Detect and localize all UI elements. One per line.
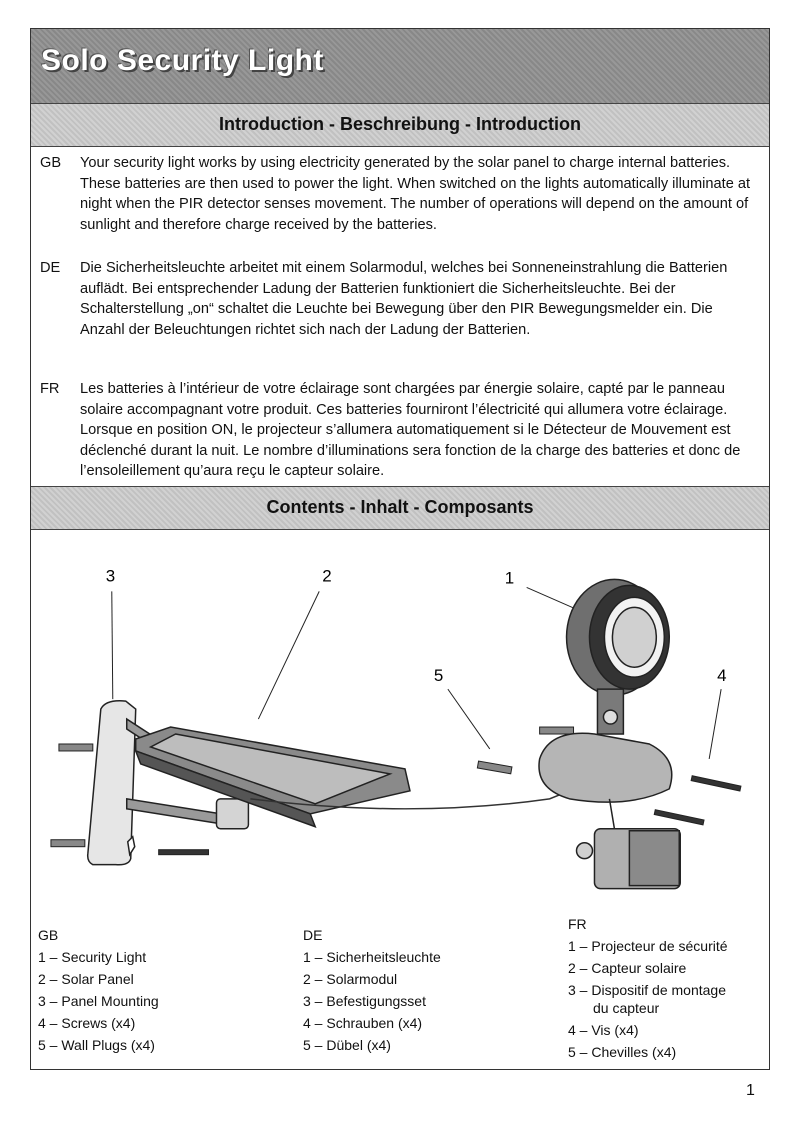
list-item: 4 – Schrauben (x4) [303, 1015, 423, 1031]
parts-list-heading: GB [38, 927, 59, 943]
callout-1: 1 [504, 568, 515, 588]
list-item: du capteur [593, 1000, 660, 1016]
product-diagram [31, 559, 769, 919]
paragraph-text: Die Sicherheitsleuchte arbeitet mit einem Solarmodul, welches bei Sonneneinstrahlung die Batterien auflädt. Bei entsprechender Ladung der Batterien funktioniert die Sicherheitsleuchte. Bei der Schalterstellung „on“ schaltet die Leuchte bei Bewegung über den PIR Bewegungsmelder ein. Die Anzahl der Beleuchtungen richtet sich nach der Ladung der Batterien. [80, 260, 728, 338]
lang-label: GB [40, 155, 62, 171]
list-item: 1 – Projecteur de sécurité [568, 938, 728, 954]
callout-2: 2 [322, 566, 332, 586]
paragraph-text: Les batteries à l’intérieur de votre éclairage sont chargées par énergie solaire, capté par le panneau solaire accompagnant votre produit. Ces batteries fourniront l’électricité qui allumera votre éclairage. Lorsque en position ON, le projecteur s’allumera automatiquement si le Détecteur de Mouvement est déclenché durant la nuit. Le nombre d’illuminations sera fonction de la charge des batteries et donc de l’ensoleillement qu’aura reçu le capteur solaire. [80, 381, 741, 479]
intro-heading: Introduction - Beschreibung - Introduction [31, 103, 769, 147]
lang-label: DE [40, 260, 61, 276]
list-item: 3 – Befestigungsset [303, 993, 426, 1009]
list-item: 5 – Chevilles (x4) [568, 1044, 677, 1060]
parts-list-gb [38, 924, 159, 1056]
parts-list-fr [568, 913, 728, 1063]
list-item: 3 – Panel Mounting [38, 993, 159, 1009]
title-bar [31, 29, 769, 103]
parts-list-de [303, 924, 441, 1056]
callout-3: 3 [105, 566, 116, 586]
page-frame [30, 28, 770, 1070]
list-item: 3 – Dispositif de montage [568, 982, 726, 998]
list-item: 5 – Wall Plugs (x4) [38, 1037, 155, 1053]
list-item: 2 – Capteur solaire [568, 960, 687, 976]
lang-label: FR [40, 381, 60, 397]
paragraph-text: Your security light works by using electricity generated by the solar panel to charge internal batteries. These batteries are then used to power the light. When switched on the lights automatically illuminate at night when the PIR detector senses movement. The number of operations will depend on the amount of sunlight and therefore charge received by the batteries. [80, 155, 751, 233]
list-item: 2 – Solar Panel [38, 971, 134, 987]
list-item: 1 – Sicherheitsleuchte [303, 949, 441, 965]
callout-5: 5 [433, 666, 444, 686]
list-item: 4 – Screws (x4) [38, 1015, 136, 1031]
list-item: 1 – Security Light [38, 949, 147, 965]
list-item: 4 – Vis (x4) [568, 1022, 639, 1038]
contents-heading: Contents - Inhalt - Composants [31, 486, 769, 530]
list-item: 5 – Dübel (x4) [303, 1037, 391, 1053]
parts-list-heading: FR [568, 916, 587, 932]
page-number: 1 [746, 1082, 755, 1099]
page-title: Solo Security Light [41, 44, 324, 77]
callout-4: 4 [717, 666, 727, 686]
parts-list-heading: DE [303, 927, 323, 943]
list-item: 2 – Solarmodul [303, 971, 398, 987]
